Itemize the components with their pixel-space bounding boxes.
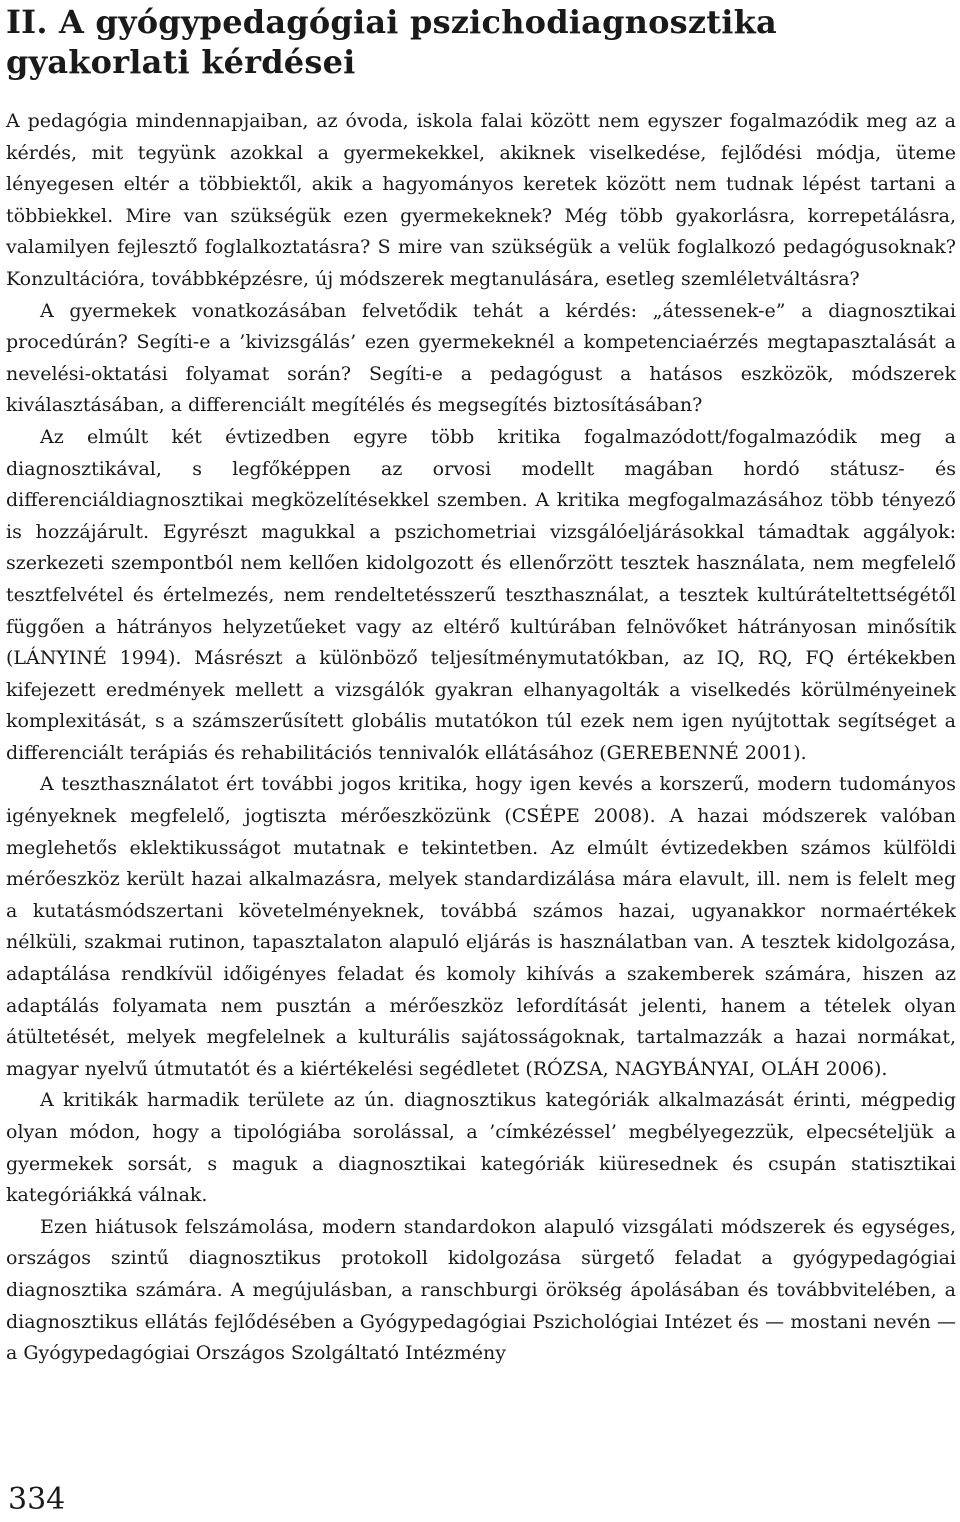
page-number: 334 — [8, 1482, 66, 1517]
document-page — [6, 0, 956, 1370]
body-text — [6, 106, 956, 1370]
paragraph-categories: A kritikák harmadik területe az ún. diagnosztikus kategóriák alkalmazását érinti, mégpedig olyan módon, hogy a tipológiába sorolással, a ’címkézéssel’ megbélyegezzük, elpecsételjük a gyermekek sorsát, s maguk a diagnosztikai kategóriák kiüresednek és csupán statisztikai kategóriákká válnak. — [6, 1089, 956, 1207]
chapter-title — [6, 0, 956, 82]
paragraph-test-usage: A teszthasználatot ért további jogos kritika, hogy igen kevés a korszerű, modern tudományos igényeknek megfelelő, jogtiszta mérőeszközünk (CSÉPE 2008). A hazai módszerek valóban meglehetős eklektikusságot mutatnak e tekintetben. Az elmúlt évtizedekben számos külföldi mérőeszköz került hazai alkalmazásra, melyek standardizálása mára elavult, ill. nem is felelt meg a kutatásmódszertani követelményeknek, továbbá számos hazai, ugyanakkor normaértékek nélküli, szakmai rutinon, tapasztalaton alapuló eljárás is használatban van. A tesztek kidolgozása, adaptálása rendkívül időigényes feladat és komoly kihívás a szakemberek számára, hiszen az adaptálás folyamata nem pusztán a mérőeszköz lefordítását jelenti, hanem a tételek olyan átültetését, melyek megfelelnek a kulturális sajátosságoknak, tartalmazzák a hazai normákat, magyar nyelvű útmutatót és a kiértékelési segédletet (RÓZSA, NAGYBÁNYAI, OLÁH 2006). — [6, 773, 956, 1080]
paragraph-diagnostic-question: A gyermekek vonatkozásában felvetődik tehát a kérdés: „átessenek-e” a diagnosztikai procedúrán? Segíti-e a ’kivizsgálás’ ezen gyermekeknél a kompetenciaérzés megtapasztalását a nevelési-oktatási folyamat során? Segíti-e a pedagógust a hatásos eszközök, módszerek kiválasztásában, a differenciált megítélés és megsegítés biztosításában? — [6, 299, 956, 417]
chapter-title-line-2: gyakorlati kérdései — [6, 43, 356, 81]
chapter-title-line-1: II. A gyógypedagógiai pszichodiagnosztika — [6, 3, 777, 41]
paragraph-criticism: Az elmúlt két évtizedben egyre több kritika fogalmazódott/fogalmazódik meg a diagnosztikával, s legfőképpen az orvosi modellt magában hordó státusz- és differenciáldiagnosztikai megközelítésekkel szemben. A kritika megfogalmazásához több tényező is hozzájárult. Egyrészt magukkal a pszichometriai vizsgálóeljárásokkal támadtak aggályok: szerkezeti szempontból nem kellően kidolgozott és ellenőrzött tesztek használata, nem megfelelő tesztfelvétel és értelmezés, nem rendeltetésszerű teszthasználat, a tesztek kultúráteltettségétől függően a hátrányos helyzetűeket vagy az eltérő kultúrában felnövőket hátrányosan minősítik (LÁNYINÉ 1994). Másrészt a különböző teljesítménymutatókban, az IQ, RQ, FQ értékekben kifejezett eredmények mellett a vizsgálók gyakran elhanyagolták a viselkedés körülményeinek komplexitását, s a számszerűsített globális mutatókon túl ezek nem igen nyújtottak segítséget a differenciált terápiás és rehabilitációs tennivalók ellátásához (GEREBENNÉ 2001). — [6, 425, 956, 764]
paragraph-solutions: Ezen hiátusok felszámolása, modern standardokon alapuló vizsgálati módszerek és egységes, országos szintű diagnosztikus protokoll kidolgozása sürgető feladat a gyógypedagógiai diagnosztika számára. A megújulásban, a ranschburgi örökség ápolásában és továbbvitelében, a diagnosztikus ellátás fejlődésében a Gyógypedagógiai Pszichológiai Intézet és — mostani nevén — a Gyógypedagógiai Országos Szolgáltató Intézmény — [6, 1215, 956, 1365]
paragraph-intro: A pedagógia mindennapjaiban, az óvoda, iskola falai között nem egyszer fogalmazódik meg az a kérdés, mit tegyünk azokkal a gyermekekkel, akiknek viselkedése, fejlődési módja, üteme lényegesen eltér a többiektől, akik a hagyományos keretek között nem tudnak lépést tartani a többiekkel. Mire van szükségük ezen gyermekeknek? Még több gyakorlásra, korrepetálásra, valamilyen fejlesztő foglalkoztatásra? S mire van szükségük a velük foglalkozó pedagógusoknak? Konzultációra, továbbképzésre, új módszerek megtanulására, esetleg szemléletváltásra? — [6, 110, 956, 290]
